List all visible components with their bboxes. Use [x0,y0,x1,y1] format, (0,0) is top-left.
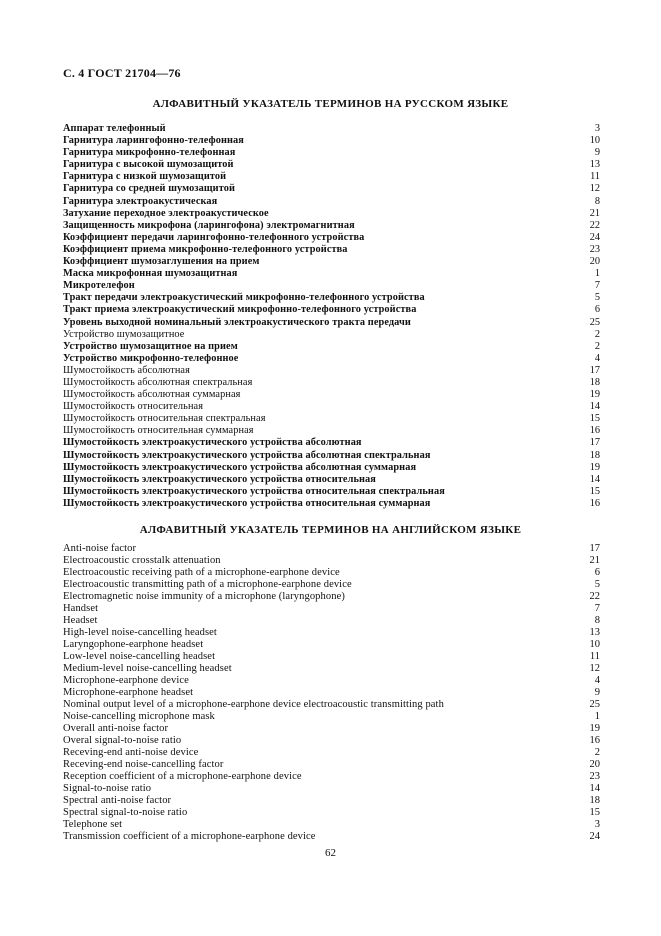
index-term: Гарнитура с низкой шумозащитой [63,171,227,183]
index-term-number: 4 [594,675,600,686]
index-entry [63,723,600,735]
index-term: Transmission coefficient of a microphone-earphone device [63,831,316,842]
index-term-number: 11 [590,171,600,183]
index-entry [63,498,600,510]
index-term: Electroacoustic transmitting path of a microphone-earphone device [63,579,352,590]
index-term-number: 21 [589,207,600,219]
index-entry [63,759,600,771]
index-term: Гарнитура со средней шумозащитой [63,183,235,195]
index-term-number: 6 [594,567,600,578]
index-term-number: 23 [589,243,600,255]
index-entry [63,567,600,579]
russian-index-title: АЛФАВИТНЫЙ УКАЗАТЕЛЬ ТЕРМИНОВ НА РУССКОМ ЯЗЫКЕ [152,98,509,110]
index-term: Коэффициент шумозаглушения на прием [63,256,260,268]
index-term-number: 14 [589,401,600,413]
index-term: Receving-end noise-cancelling factor [63,759,224,770]
index-entry [63,329,600,341]
index-term-number: 15 [589,413,600,425]
index-term: Telephone set [63,819,123,830]
index-entry [63,771,600,783]
index-entry [63,208,600,220]
index-term-number: 25 [589,316,600,328]
index-term: Overall anti-noise factor [63,723,169,734]
index-term: Handset [63,603,99,614]
index-entry [63,244,600,256]
index-term: Medium-level noise-cancelling headset [63,663,232,674]
index-term-number: 2 [594,328,600,340]
index-term-number: 3 [594,123,600,134]
index-entry [63,651,600,663]
index-term-number: 5 [594,579,600,590]
index-term-number: 21 [589,555,600,566]
index-entry [63,699,600,711]
index-term: Reception coefficient of a microphone-earphone device [63,771,302,782]
index-term-number: 14 [589,783,600,794]
index-term: Signal-to-noise ratio [63,783,152,794]
russian-index-list [63,123,600,510]
index-term-number: 8 [594,615,600,626]
index-term: Anti-noise factor [63,543,137,554]
index-entry [63,450,600,462]
index-term-number: 14 [589,473,600,485]
index-term: Гарнитура микрофонно-телефонная [63,147,236,159]
index-entry [63,711,600,723]
index-term: Electroacoustic receiving path of a microphone-earphone device [63,567,340,578]
index-term: Spectral anti-noise factor [63,795,172,806]
index-term-number: 1 [594,268,600,280]
index-entry [63,735,600,747]
index-entry [63,555,600,567]
index-term-number: 16 [589,425,600,437]
index-entry [63,365,600,377]
index-term: Low-level noise-cancelling headset [63,651,216,662]
index-term: Гарнитура ларингофонно-телефонная [63,135,244,147]
index-entry [63,747,600,759]
index-term-number: 17 [589,364,600,376]
index-term-number: 11 [589,651,600,662]
index-term-number: 2 [594,340,600,352]
index-term: Microphone-earphone device [63,675,189,686]
index-term: Шумостойкость абсолютная спектральная [63,376,253,388]
index-term-number: 10 [589,639,600,650]
index-entry [63,292,600,304]
index-entry [63,377,600,389]
index-term: Шумостойкость относительная суммарная [63,425,254,437]
index-term-number: 1 [594,711,600,722]
index-term-number: 18 [589,376,600,388]
index-term: Electromagnetic noise immunity of a microphone (laryngophone) [63,591,345,602]
index-term: Microphone-earphone headset [63,687,194,698]
index-entry [63,831,600,843]
index-entry [63,462,600,474]
index-term-number: 16 [589,497,600,509]
index-term: Аппарат телефонный [63,123,166,134]
index-term: Защищенность микрофона (ларингофона) электромагнитная [63,219,355,231]
index-entry [63,341,600,353]
index-term-number: 17 [589,543,600,554]
page-number: 62 [325,847,336,859]
index-entry [63,579,600,591]
index-term: Шумостойкость электроакустического устройства относительная спектральная [63,485,445,497]
page-header: С. 4 ГОСТ 21704—76 [63,66,181,80]
index-entry [63,256,600,268]
index-term: Noise-cancelling microphone mask [63,711,215,722]
index-entry [63,389,600,401]
index-entry [63,807,600,819]
index-term-number: 24 [589,831,600,842]
index-term: Устройство микрофонно-телефонное [63,352,239,364]
index-term-number: 6 [594,304,600,316]
index-term-number: 17 [589,437,600,449]
index-term: Гарнитура с высокой шумозащитой [63,159,234,171]
index-term: Тракт приема электроакустический микрофонно-телефонного устройства [63,304,417,316]
index-term-number: 7 [594,280,600,292]
index-term: Шумостойкость электроакустического устройства относительная суммарная [63,497,431,509]
index-term-number: 24 [589,231,600,243]
index-term-number: 10 [589,135,600,147]
index-entry [63,687,600,699]
index-entry [63,795,600,807]
index-term-number: 2 [594,747,600,758]
index-term-number: 9 [594,687,600,698]
index-entry [63,232,600,244]
index-term: Коэффициент приема микрофонно-телефонного устройства [63,243,348,255]
index-term: Тракт передачи электроакустический микрофонно-телефонного устройства [63,292,425,304]
index-term-number: 25 [589,699,600,710]
index-term: Уровень выходной номинальный электроакустического тракта передачи [63,316,411,328]
index-term-number: 8 [594,195,600,207]
index-entry [63,486,600,498]
index-term: Nominal output level of a microphone-earphone device electroacoustic transmitting path [63,699,444,710]
index-term: Гарнитура электроакустическая [63,195,218,207]
index-entry [63,675,600,687]
index-term-number: 22 [589,591,600,602]
english-index-list [63,543,600,843]
index-term: High-level noise-cancelling headset [63,627,217,638]
index-term-number: 13 [589,627,600,638]
index-term-number: 18 [589,795,600,806]
index-entry [63,159,600,171]
index-entry [63,401,600,413]
index-term-number: 5 [594,292,600,304]
index-term: Laryngophone-earphone headset [63,639,204,650]
index-term: Шумостойкость электроакустического устройства относительная [63,473,376,485]
index-entry [63,220,600,232]
index-term: Spectral signal-to-noise ratio [63,807,188,818]
index-term-number: 15 [589,485,600,497]
index-term: Шумостойкость электроакустического устройства абсолютная [63,437,362,449]
index-entry [63,437,600,449]
index-term: Коэффициент передачи ларингофонно-телефонного устройства [63,231,365,243]
index-entry [63,603,600,615]
index-term: Headset [63,615,98,626]
index-entry [63,280,600,292]
index-term-number: 7 [594,603,600,614]
index-term: Шумостойкость абсолютная суммарная [63,389,241,401]
index-entry [63,171,600,183]
index-term: Шумостойкость относительная спектральная [63,413,266,425]
index-entry [63,615,600,627]
index-entry [63,304,600,316]
index-entry [63,639,600,651]
index-term-number: 19 [589,389,600,401]
index-term-number: 22 [589,219,600,231]
index-term-number: 20 [589,256,600,268]
english-index-title: АЛФАВИТНЫЙ УКАЗАТЕЛЬ ТЕРМИНОВ НА АНГЛИЙСКОМ ЯЗЫКЕ [139,524,522,536]
index-term: Шумостойкость относительная [63,401,204,413]
index-term: Шумостойкость абсолютная [63,364,190,376]
index-term: Electroacoustic crosstalk attenuation [63,555,221,566]
index-entry [63,123,600,135]
index-term-number: 19 [589,723,600,734]
index-term: Устройство шумозащитное [63,328,185,340]
index-term: Устройство шумозащитное на прием [63,340,238,352]
index-term-number: 20 [589,759,600,770]
index-term: Микротелефон [63,280,135,292]
index-term-number: 4 [594,352,600,364]
index-entry [63,353,600,365]
index-term-number: 16 [589,735,600,746]
index-term: Маска микрофонная шумозащитная [63,268,238,280]
index-entry [63,425,600,437]
index-term-number: 23 [589,771,600,782]
index-term-number: 15 [589,807,600,818]
index-entry [63,135,600,147]
index-term: Затухание переходное электроакустическое [63,207,269,219]
index-term-number: 12 [589,663,600,674]
index-entry [63,663,600,675]
index-entry [63,474,600,486]
index-entry [63,543,600,555]
index-term-number: 12 [589,183,600,195]
index-term-number: 19 [589,461,600,473]
index-entry [63,196,600,208]
index-term: Шумостойкость электроакустического устройства абсолютная спектральная [63,449,431,461]
index-term-number: 13 [589,159,600,171]
index-entry [63,317,600,329]
index-term-number: 9 [594,147,600,159]
index-term: Шумостойкость электроакустического устройства абсолютная суммарная [63,461,417,473]
index-term-number: 18 [589,449,600,461]
index-term-number: 3 [594,819,600,830]
index-entry [63,268,600,280]
index-entry [63,147,600,159]
index-entry [63,783,600,795]
index-entry [63,591,600,603]
index-term: Overal signal-to-noise ratio [63,735,182,746]
index-entry [63,627,600,639]
index-entry [63,819,600,831]
index-entry [63,183,600,195]
index-entry [63,413,600,425]
index-term: Receving-end anti-noise device [63,747,199,758]
